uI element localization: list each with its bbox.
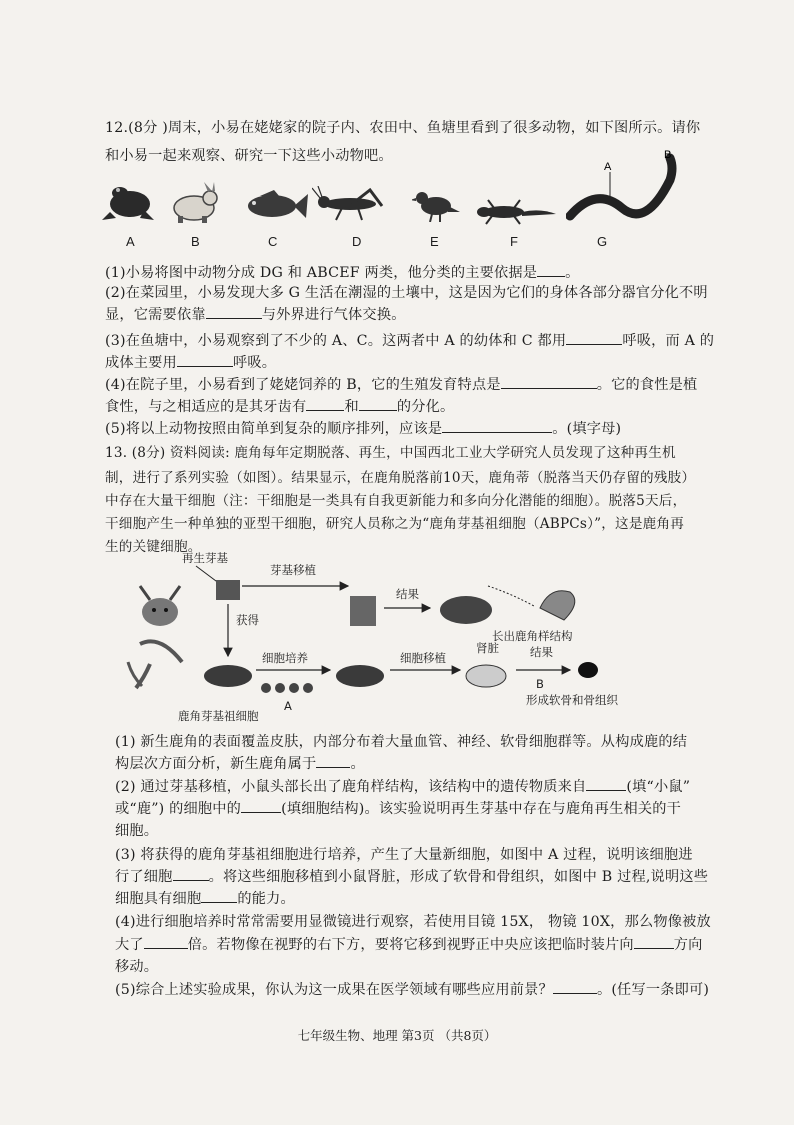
page-footer: 七年级生物、地理 第3页 （共8页） bbox=[297, 1028, 497, 1043]
answer-blank[interactable] bbox=[442, 418, 552, 433]
answer-blank[interactable] bbox=[634, 934, 674, 949]
answer-blank[interactable] bbox=[537, 262, 565, 277]
label-regen-bud: 再生芽基 bbox=[182, 552, 228, 565]
q13-sub4-line1: (4)进行细胞培养时常常需要用显微镜进行观察，若使用目镜 15X， 物镜 10X，那么物像被放 bbox=[115, 914, 711, 930]
q13-sub4-line3: 移动。 bbox=[115, 959, 159, 975]
petri-dish-icon bbox=[204, 665, 252, 687]
label-result2: 结果 bbox=[530, 645, 553, 659]
rabbit-icon bbox=[164, 182, 222, 224]
q13-sub2-line2: 或“鹿”) 的细胞中的 (填细胞结构)。该实验说明再生芽基中存在与鹿角再生相关的干 bbox=[115, 798, 681, 818]
q13-sub1-line2: 构层次方面分析，新生鹿角属于 。 bbox=[115, 753, 365, 773]
bird-icon bbox=[412, 188, 460, 222]
mouse-with-antler-icon bbox=[440, 596, 492, 624]
q13-sub2-line1: (2) 通过芽基移植，小鼠头部长出了鹿角样结构，该结构中的遗传物质来自 (填“小鼠” bbox=[115, 776, 690, 796]
frog-icon bbox=[100, 176, 156, 224]
q13-sub4-line2: 大了 倍。若物像在视野的右下方，要将它移到视野正中央应该把临时装片向 方向 bbox=[115, 934, 703, 954]
bud-tissue-icon bbox=[216, 580, 240, 600]
animal-label-a: A bbox=[126, 234, 135, 249]
label-progenitor: 鹿角芽基祖细胞 bbox=[178, 709, 259, 722]
label-a: A bbox=[284, 699, 292, 713]
q12-sub1: (1)小易将图中动物分成 DG 和 ABCEF 两类，他分类的主要依据是 。 bbox=[105, 262, 580, 282]
experiment-diagram bbox=[120, 552, 680, 722]
label-tissue: 形成软骨和骨组织 bbox=[526, 693, 618, 707]
antler-structure-icon bbox=[540, 591, 575, 620]
answer-blank[interactable] bbox=[241, 798, 281, 813]
animal-label-g: G bbox=[597, 234, 608, 249]
q12-intro-line2: 和小易一起来观察、研究一下这些小动物吧。 bbox=[105, 148, 393, 164]
q13-sub2-line3: 细胞。 bbox=[115, 823, 159, 839]
q13-sub1-line1: (1) 新生鹿角的表面覆盖皮肤，内部分布着大量血管、神经、软骨细胞群等。从构成鹿的结 bbox=[115, 734, 688, 750]
answer-blank[interactable] bbox=[586, 776, 626, 791]
grasshopper-icon bbox=[312, 186, 390, 222]
answer-blank[interactable] bbox=[501, 374, 597, 389]
earthworm-label-a: A bbox=[604, 161, 612, 173]
q12-intro-line1: 12.(8分 )周末，小易在姥姥家的院子内、农田中、鱼塘里看到了很多动物，如下图所示。请你 bbox=[105, 120, 701, 136]
label-cell-culture: 细胞培养 bbox=[262, 651, 308, 665]
answer-blank[interactable] bbox=[177, 352, 233, 367]
lizard-icon bbox=[476, 198, 556, 226]
q12-sub3-line2: 成体主要用 呼吸。 bbox=[105, 352, 276, 372]
label-bud-transplant: 芽基移植 bbox=[270, 563, 316, 577]
label-result1: 结果 bbox=[396, 587, 419, 601]
label-antler-structure: 长出鹿角样结构 bbox=[492, 629, 573, 643]
bone-tissue-icon bbox=[578, 662, 598, 678]
q12-sub5: (5)将以上动物按照由简单到复杂的顺序排列，应该是 。(填字母) bbox=[105, 418, 621, 438]
petri-dish-icon bbox=[336, 665, 384, 687]
q12-sub3-line1: (3)在鱼塘中，小易观察到了不少的 A、C。这两者中 A 的幼体和 C 都用 呼吸，而 A 的 bbox=[105, 330, 714, 350]
q12-sub4-line2: 食性，与之相适应的是其牙齿有 和 的分化。 bbox=[105, 396, 454, 416]
answer-blank[interactable] bbox=[566, 330, 622, 345]
q13-para-line2: 制，进行了系列实验（如图）。结果显示，在鹿角脱落前10天，鹿角蒂（脱落当天仍存留的残肢） bbox=[105, 470, 696, 486]
animal-label-e: E bbox=[430, 234, 439, 249]
animal-label-b: B bbox=[191, 234, 200, 249]
animal-label-c: C bbox=[268, 234, 278, 249]
animal-label-f: F bbox=[510, 234, 518, 249]
answer-blank[interactable] bbox=[306, 396, 344, 411]
deer-icon bbox=[140, 586, 180, 626]
answer-blank[interactable] bbox=[316, 753, 350, 768]
label-kidney: 肾脏 bbox=[476, 641, 499, 655]
mouse-head-icon bbox=[350, 596, 376, 626]
earthworm-label-b: B bbox=[664, 150, 672, 161]
q13-sub3-line1: (3) 将获得的鹿角芽基祖细胞进行培养，产生了大量新细胞，如图中 A 过程，说明该细胞进 bbox=[115, 847, 693, 863]
answer-blank[interactable] bbox=[173, 866, 209, 881]
label-cell-transplant: 细胞移植 bbox=[400, 651, 446, 665]
fish-icon bbox=[236, 188, 308, 224]
q13-sub3-line3: 细胞具有细胞 的能力。 bbox=[115, 888, 295, 908]
answer-blank[interactable] bbox=[553, 979, 597, 994]
q13-sub3-line2: 行了细胞 。将这些细胞移植到小鼠肾脏，形成了软骨和骨组织，如图中 B 过程,说明这些 bbox=[115, 866, 708, 886]
answer-blank[interactable] bbox=[144, 934, 188, 949]
q13-para-line3: 中存在大量干细胞（注：干细胞是一类具有自我更新能力和多向分化潜能的细胞）。脱落5天后， bbox=[105, 493, 687, 509]
label-obtain: 获得 bbox=[236, 613, 259, 627]
mouse-icon bbox=[466, 665, 506, 687]
q13-para-line5: 生的关键细胞。 bbox=[105, 539, 202, 555]
answer-blank[interactable] bbox=[206, 304, 262, 319]
q12-sub2-line1: (2)在菜园里，小易发现大多 G 生活在潮湿的土壤中，这是因为它们的身体各部分器官分化不明 bbox=[105, 285, 708, 301]
antler-icon bbox=[128, 641, 182, 688]
q12-sub4-line1: (4)在院子里，小易看到了姥姥饲养的 B，它的生殖发育特点是 。它的食性是植 bbox=[105, 374, 697, 394]
q13-para-line1: 13. (8分) 资料阅读: 鹿角每年定期脱落、再生，中国西北工业大学研究人员发现了这种再生机 bbox=[105, 445, 676, 461]
label-b: B bbox=[536, 677, 544, 691]
answer-blank[interactable] bbox=[201, 888, 237, 903]
animal-label-d: D bbox=[352, 234, 362, 249]
q13-para-line4: 干细胞产生一种单独的亚型干细胞，研究人员称之为“鹿角芽基祖细胞（ABPCs）”，这是鹿角再 bbox=[105, 516, 684, 532]
answer-blank[interactable] bbox=[359, 396, 397, 411]
q12-sub2-line2: 显，它需要依靠 与外界进行气体交换。 bbox=[105, 304, 406, 324]
q13-sub5: (5)综合上述实验成果，你认为这一成果在医学领域有哪些应用前景？ 。(任写一条即可) bbox=[115, 979, 709, 999]
earthworm-icon bbox=[566, 150, 686, 230]
